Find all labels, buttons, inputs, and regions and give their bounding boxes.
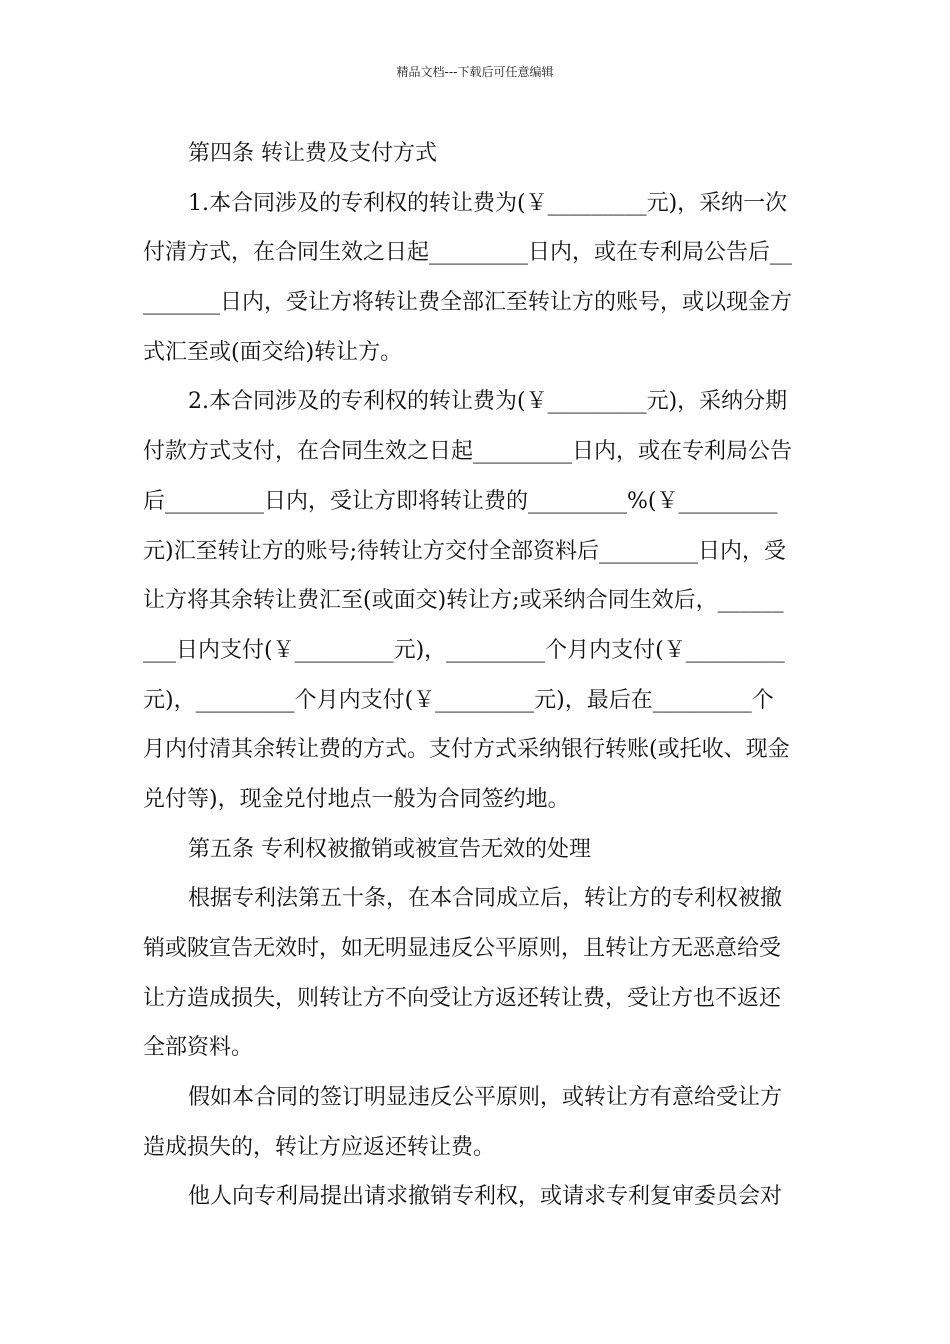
text-line: 2.本合同涉及的专利权的转让费为(￥_________元)，采纳分期 (188, 389, 788, 415)
text-line: _______日内，受让方将转让费全部汇至转让方的账号，或以现金方 (143, 290, 793, 316)
text-line: 根据专利法第五十条，在本合同成立后，转让方的专利权被撤 (188, 886, 783, 912)
text-line: 元)汇至转让方的账号;待转让方交付全部资料后_________日内，受 (143, 538, 786, 564)
text-line: 元)，_________个月内支付(￥_________元)，最后在_________个 (143, 687, 774, 713)
text-line: 第四条 转让费及支付方式 (188, 141, 437, 166)
text-line: 1.本合同涉及的专利权的转让费为(￥_________元)，采纳一次 (188, 190, 788, 216)
page-header: 精品文档---下载后可任意编辑 (396, 65, 554, 79)
text-line: 全部资料。 (143, 1035, 254, 1061)
text-line: 式汇至或(面交给)转让方。 (143, 339, 403, 365)
text-line: 兑付等)，现金兑付地点一般为合同签约地。 (143, 786, 570, 812)
text-line: 让方造成损失，则转让方不向受让方返还转让费，受让方也不返还 (143, 985, 782, 1011)
document-body (143, 129, 807, 1222)
text-line: 月内付清其余转让费的方式。支付方式采纳银行转账(或托收、现金 (143, 737, 790, 763)
text-line: 后_________日内，受让方即将转让费的_________%(￥_________ (143, 488, 778, 514)
text-line: ___日内支付(￥_________元)，_________个月内支付(￥_________ (143, 637, 785, 663)
text-line: 假如本合同的签订明显违反公平原则，或转让方有意给受让方 (188, 1085, 783, 1111)
text-line: 付清方式，在合同生效之日起_________日内，或在专利局公告后__ (143, 240, 793, 266)
text-line: 第五条 专利权被撤销或被宣告无效的处理 (188, 836, 591, 862)
text-line: 造成损失的，转让方应返还转让费。 (143, 1134, 496, 1160)
text-line: 他人向专利局提出请求撤销专利权，或请求专利复审委员会对 (188, 1184, 783, 1210)
text-line: 让方将其余转让费汇至(或面交)转让方;或采纳合同生效后，______ (143, 588, 784, 614)
text-line: 销或陂宣告无效时，如无明显违反公平原则，且转让方无恶意给受 (143, 936, 782, 961)
text-line: 付款方式支付，在合同生效之日起_________日内，或在专利局公告 (143, 439, 793, 465)
